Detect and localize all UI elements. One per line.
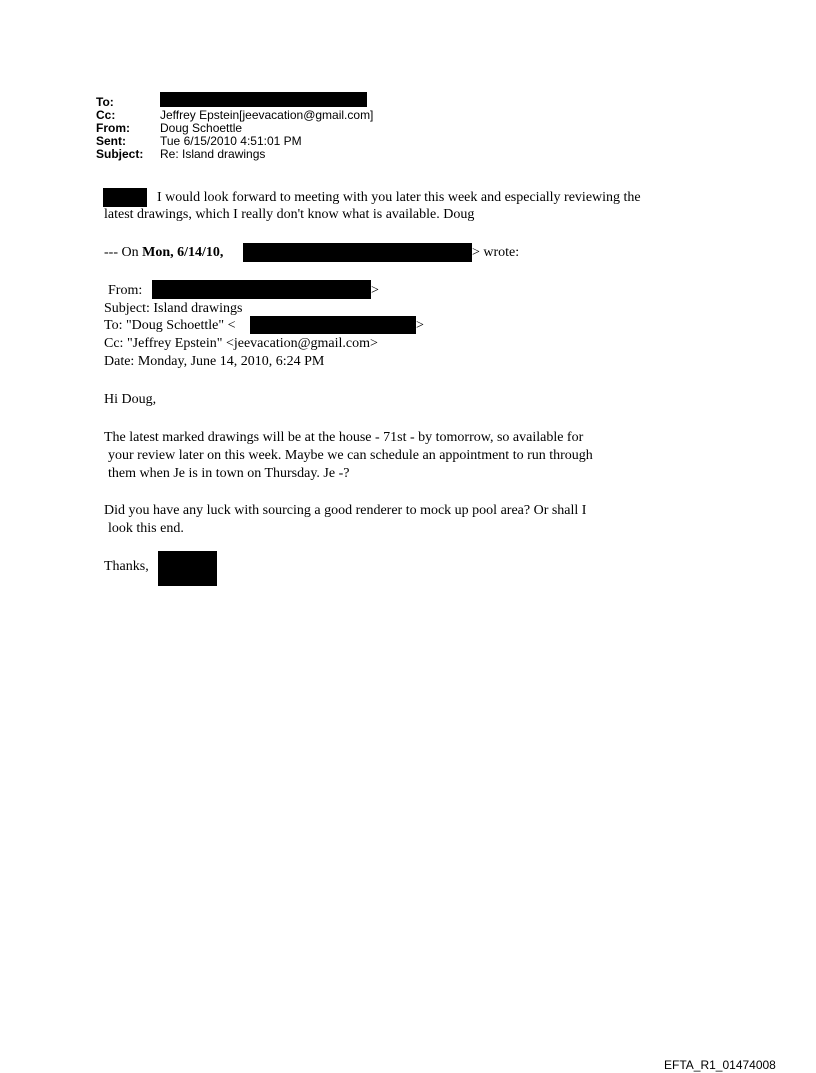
quoted-to-tail: > xyxy=(416,318,424,333)
quote-intro-date: Mon, 6/14/10, xyxy=(142,245,224,260)
from-label: From: xyxy=(96,121,130,135)
quoted-from-tail: > xyxy=(371,283,379,298)
quoted-para2-line1: Did you have any luck with sourcing a good renderer to mock up pool area? Or shall I xyxy=(104,503,587,518)
quoted-signoff: Thanks, xyxy=(104,559,149,574)
reply-line-2: latest drawings, which I really don't know what is available. Doug xyxy=(104,207,475,222)
quote-intro-suffix: > wrote: xyxy=(472,245,520,260)
quoted-greeting: Hi Doug, xyxy=(104,392,157,407)
subject-value: Re: Island drawings xyxy=(160,147,266,161)
quoted-para1-line3: them when Je is in town on Thursday. Je -? xyxy=(108,466,350,481)
cc-label: Cc: xyxy=(96,108,116,122)
redaction-signature xyxy=(158,551,217,586)
sent-label: Sent: xyxy=(96,134,126,148)
quoted-subject: Subject: Island drawings xyxy=(104,301,243,316)
quote-intro xyxy=(104,245,223,261)
redaction-quote-sender xyxy=(243,243,472,262)
document-id: EFTA_R1_01474008 xyxy=(664,1058,776,1072)
header-subject-row xyxy=(96,148,373,161)
redaction-reply-name xyxy=(103,188,147,207)
quoted-para1-line2: your review later on this week. Maybe we can schedule an appointment to run through xyxy=(108,448,593,463)
subject-label: Subject: xyxy=(96,147,144,161)
quoted-para1-line1: The latest marked drawings will be at the house - 71st - by tomorrow, so available for xyxy=(104,430,584,445)
quoted-to-prefix: To: "Doug Schoettle" < xyxy=(104,318,236,333)
redaction-quoted-from xyxy=(152,280,371,299)
from-value: Doug Schoettle xyxy=(160,121,243,135)
email-header xyxy=(96,96,373,161)
sent-value: Tue 6/15/2010 4:51:01 PM xyxy=(160,134,302,148)
redaction-to xyxy=(160,92,367,107)
to-label: To: xyxy=(96,95,114,109)
quoted-para2-line2: look this end. xyxy=(108,521,184,536)
quoted-cc: Cc: "Jeffrey Epstein" <jeevacation@gmail.com> xyxy=(104,336,378,351)
redaction-quoted-to xyxy=(250,316,416,334)
quoted-from-label: From: xyxy=(108,283,143,298)
quote-intro-prefix: --- On xyxy=(104,245,143,260)
quoted-date: Date: Monday, June 14, 2010, 6:24 PM xyxy=(104,354,325,369)
reply-line-1: I would look forward to meeting with you later this week and especially reviewing the xyxy=(157,190,641,205)
cc-value: Jeffrey Epstein[jeevacation@gmail.com] xyxy=(160,108,374,122)
